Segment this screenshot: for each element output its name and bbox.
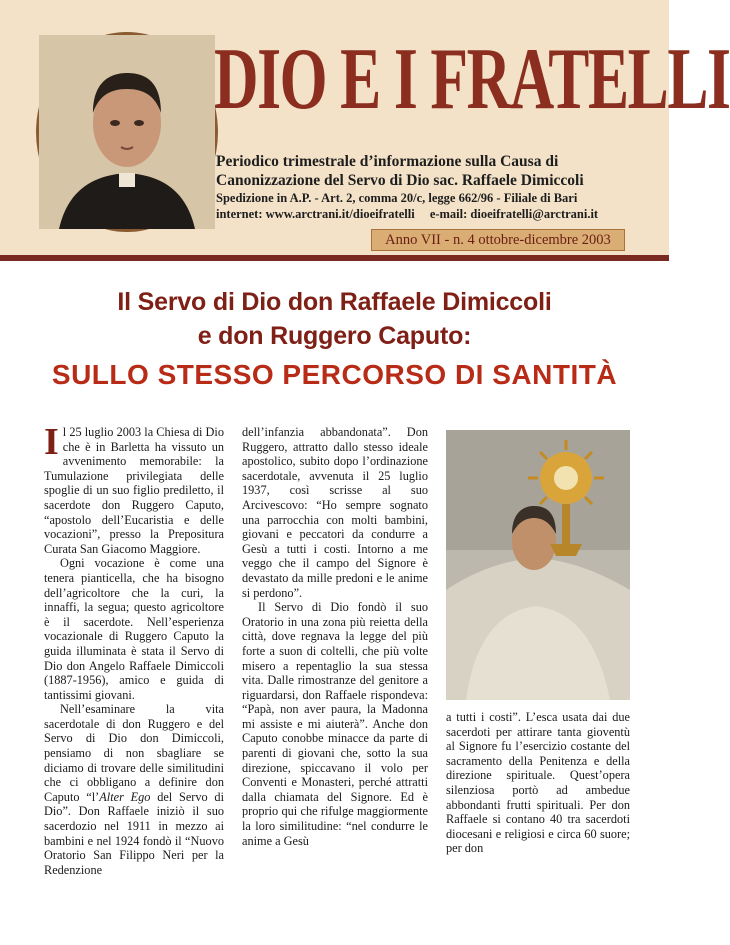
masthead-divider — [0, 255, 669, 261]
email-link[interactable]: e-mail: dioeifratelli@arctrani.it — [429, 207, 599, 221]
article-column-2 — [242, 425, 428, 848]
paragraph: Ogni vocazione è come una tenera pianticella, che ha bisogno dell’agricoltore che la curi, la innaffi, la segua; questo agricoltore è il sacerdote. Nell’esperienza vocazionale di Ruggero Caputo la guida illuminata è stata il Servo di Dio don Angelo Raffaele Dimiccoli (1887-1956), amico e guida di tantissimi giovani. — [44, 556, 224, 702]
drop-cap: I — [44, 421, 59, 463]
contact-line — [216, 206, 656, 222]
paragraph: a tutti i costi”. L’esca usata dai due sacerdoti per attirare tanta gioventù al Signore fu l’esercizio costante del sacramento della Penitenza e della direzione spirituale. Quest’opera silenziosa portò ad ambedue abbondanti frutti spirituali. Per don Raffaele si contano 40 tra sacerdoti diocesani e religiosi e circa 60 suore; per don — [446, 710, 630, 856]
paragraph: Il Servo di Dio fondò il suo Oratorio in una zona più reietta della città, dove regnava la legge del più forte a suon di coltelli, che più volte misero a repentaglio la sua stessa vita. Dalle rimostranze del genitore a riguardarsi, don Raffaele rispondeva: “Papà, non aver paura, la Madonna mi assiste e mi aiuterà”. Anche don Caputo conobbe minacce da parte di parenti di giovani che, sotto la sua direzione, spiccavano il volo per Conventi e Monasteri, perché attratti dalla chiamata del Signore. Ed è proprio qui che rifulge maggiormente la loro similitudine: “nel condurre le anime a Gesù — [242, 600, 428, 848]
paragraph: Nell’esaminare la vita sacerdotale di don Ruggero e del Servo di Dio don Dimiccoli, pensiamo di non sbagliare se diciamo di trovare delle similitudini che ci obbligano a definire don Caputo “l’Alter Ego del Servo di Dio”. Don Raffaele iniziò il suo sacerdozio nel 1911 in mezzo ai bambini e nel 1924 fondò il “Nuovo Oratorio San Filippo Neri per la Redenzione — [44, 702, 224, 877]
article-headline — [0, 285, 669, 395]
paragraph: Il 25 luglio 2003 la Chiesa di Dio che è in Barletta ha vissuto un avvenimento memorabile: la Tumulazione privilegiata delle spoglie di un suo figlio prediletto, il sacerdote don Ruggero Caputo, “apostolo dell’Eucaristia e delle vocazioni”, presso la Prepositura Curata San Giacomo Maggiore. — [44, 421, 224, 556]
headline-line-1: Il Servo di Dio don Raffaele Dimiccoli — [117, 288, 552, 316]
headline-line-3: SULLO STESSO PERCORSO DI SANTITÀ — [51, 359, 618, 390]
issue-badge: Anno VII - n. 4 ottobre-dicembre 2003 — [371, 229, 625, 251]
painting-image — [446, 430, 630, 700]
portrait-photo — [36, 32, 218, 232]
masthead-title: DIO E I FRATELLI — [214, 31, 730, 128]
headline-line-2: e don Ruggero Caputo: — [197, 322, 472, 350]
paragraph: dell’infanzia abbandonata”. Don Ruggero, attratto dallo stesso ideale apostolico, subito dopo l’ordinazione sacerdotale, avvenuta il 25 luglio 1937, così scrisse al suo Arcivescovo: “Ho sempre sognato una parrocchia con molti bambini, giovani e peccatori da condurre a Gesù a tutti i costi. Intorno a me veggo che il campo del Signore è devastato da mille predoni e le anime si perdono”. — [242, 425, 428, 600]
masthead-subtitle: Periodico trimestrale d’informazione sulla Causa di Canonizzazione del Servo di Dio sac. Raffaele Dimiccoli — [216, 153, 584, 189]
shipping-info: Spedizione in A.P. - Art. 2, comma 20/c, legge 662/96 - Filiale di Bari — [216, 191, 578, 205]
article-column-1 — [44, 421, 224, 877]
website-link[interactable]: internet: www.arctrani.it/dioeifratelli — [216, 207, 415, 221]
article-column-3 — [446, 710, 630, 856]
